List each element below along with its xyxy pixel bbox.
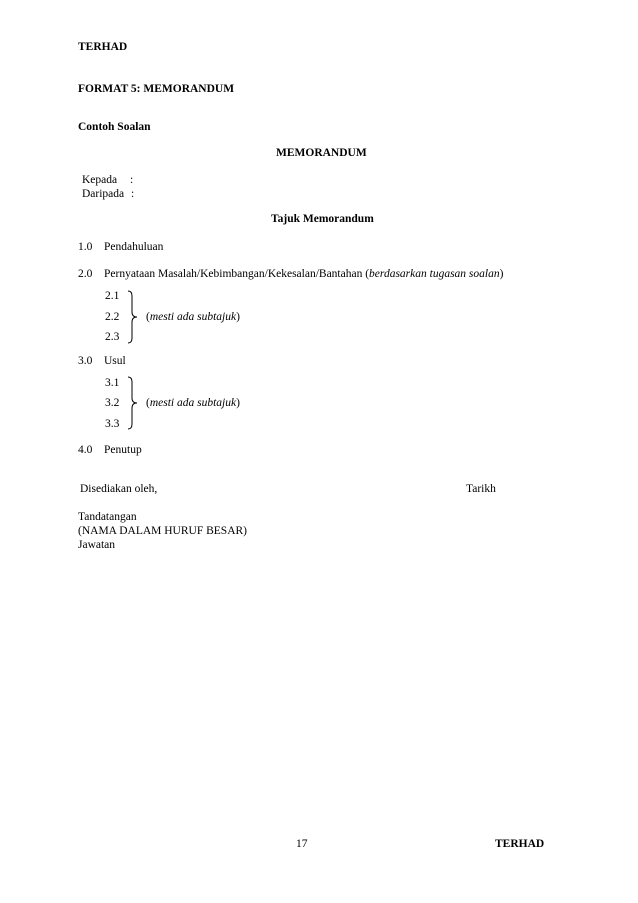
subitem-note-3: (mesti ada subtajuk)	[146, 397, 240, 409]
subitem-3-1: 3.1	[105, 377, 120, 389]
subitem-3-2: 3.2	[105, 397, 120, 409]
position-label: Jawatan	[78, 539, 116, 551]
from-label: Daripada	[82, 188, 125, 200]
section-title-4: Penutup	[104, 444, 142, 456]
section-number-2: 2.0	[78, 268, 93, 280]
to-label: Kepada	[82, 174, 118, 186]
brace-icon	[126, 376, 140, 430]
section-title-3: Usul	[104, 355, 126, 367]
from-colon: :	[131, 188, 135, 200]
date-label: Tarikh	[466, 483, 496, 495]
header-classification: TERHAD	[78, 41, 128, 53]
brace-icon	[126, 290, 140, 344]
prepared-by-label: Disediakan oleh,	[80, 483, 158, 495]
section-number-4: 4.0	[78, 444, 93, 456]
to-colon: :	[130, 174, 134, 186]
subitem-2-2: 2.2	[105, 311, 120, 323]
section-number-1: 1.0	[78, 241, 93, 253]
example-heading: Contoh Soalan	[78, 121, 151, 133]
section-title-2: Pernyataan Masalah/Kebimbangan/Kekesalan/Bantahan (berdasarkan tugasan soalan)	[104, 268, 504, 280]
section-title-1: Pendahuluan	[104, 241, 164, 253]
subitem-3-3: 3.3	[105, 418, 120, 430]
name-label: (NAMA DALAM HURUF BESAR)	[78, 525, 248, 537]
memo-subject: Tajuk Memorandum	[271, 213, 374, 225]
subitem-2-3: 2.3	[105, 331, 120, 343]
page-number: 17	[296, 838, 308, 850]
subitem-2-1: 2.1	[105, 290, 120, 302]
memo-title: MEMORANDUM	[276, 147, 367, 159]
subitem-note-2: (mesti ada subtajuk)	[146, 311, 240, 323]
footer-classification: TERHAD	[495, 838, 545, 850]
section-number-3: 3.0	[78, 355, 93, 367]
format-title: FORMAT 5: MEMORANDUM	[78, 83, 235, 95]
signature-label: Tandatangan	[78, 511, 137, 523]
